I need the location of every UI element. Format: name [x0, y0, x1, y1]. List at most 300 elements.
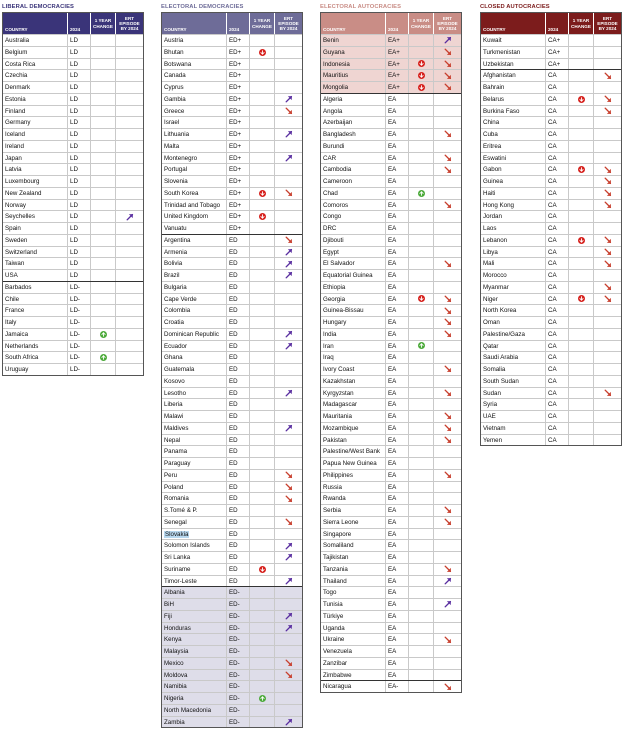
table-row-united-kingdom — [162, 210, 302, 222]
regime-2024: CA — [546, 94, 569, 105]
table-row-rwanda — [321, 492, 461, 504]
autocratization-arrow-icon — [604, 189, 612, 197]
country-label: Ecuador — [164, 342, 188, 350]
one-year-change — [409, 423, 434, 434]
one-year-change — [91, 223, 116, 234]
country-label: Sierra Leone — [323, 518, 359, 526]
country-label: BiH — [164, 601, 174, 608]
ert-episode — [275, 235, 302, 246]
ert-episode — [275, 341, 302, 352]
table-row-morocco — [481, 269, 621, 281]
regime-2024: CA — [546, 70, 569, 81]
country-label: Malaysia — [164, 648, 189, 655]
democratization-arrow-icon — [285, 542, 293, 550]
change-up-icon — [100, 354, 107, 361]
regime-2024: ED — [227, 305, 250, 316]
country-name — [162, 317, 227, 328]
table-row-malaysia — [162, 645, 302, 657]
one-year-change — [250, 82, 275, 93]
country-label: Zambia — [164, 718, 185, 726]
one-year-change — [409, 482, 434, 493]
regime-2024: ED — [227, 446, 250, 457]
regime-2024: LD — [68, 176, 91, 187]
table-row-afghanistan — [481, 69, 621, 81]
ert-episode — [116, 294, 143, 305]
one-year-change — [409, 282, 434, 293]
regime-2024: EA+ — [386, 47, 409, 58]
ert-episode — [594, 352, 621, 363]
country-name — [321, 341, 386, 352]
table-row-myanmar — [481, 281, 621, 293]
country-label: Tanzania — [323, 565, 348, 573]
regime-2024: ED+ — [227, 82, 250, 93]
country-name — [481, 341, 546, 352]
autocratization-arrow-icon — [285, 671, 293, 679]
regime-2024: CA — [546, 364, 569, 375]
one-year-change — [91, 329, 116, 340]
one-year-change — [409, 106, 434, 117]
regime-2024: ED- — [227, 634, 250, 645]
table-row-serbia — [321, 504, 461, 516]
table-row-papua-new-guinea — [321, 457, 461, 469]
regime-2024: EA — [386, 493, 409, 504]
table-row-vanuatu — [162, 222, 302, 234]
ert-episode — [275, 117, 302, 128]
country-label: Kuwait — [483, 37, 502, 44]
table-header — [321, 13, 461, 34]
country-label: Myanmar — [483, 283, 509, 291]
country-name — [162, 493, 227, 504]
one-year-change — [409, 235, 434, 246]
country-label: Zanzibar — [323, 659, 348, 667]
one-year-change — [250, 564, 275, 575]
table-row-botswana — [162, 58, 302, 70]
one-year-change — [569, 423, 594, 434]
table-row-namibia — [162, 680, 302, 692]
regime-2024: ED — [227, 258, 250, 269]
country-label: Oman — [483, 319, 500, 326]
ert-episode — [434, 317, 461, 328]
country-name — [321, 611, 386, 622]
country-name — [321, 376, 386, 387]
ert-episode — [434, 141, 461, 152]
regime-2024: EA — [386, 435, 409, 446]
table-row-iceland — [3, 128, 143, 140]
table-row-vietnam — [481, 422, 621, 434]
democratization-arrow-icon — [285, 624, 293, 632]
regime-2024: EA — [386, 141, 409, 152]
ert-episode — [275, 388, 302, 399]
regime-2024: ED — [227, 294, 250, 305]
ert-episode — [434, 540, 461, 551]
country-name — [321, 634, 386, 645]
regime-2024: EA — [386, 423, 409, 434]
ert-episode — [275, 176, 302, 187]
one-year-change — [91, 364, 116, 375]
header-episode: ERT EPISODE BY 2024 — [437, 15, 458, 32]
header-change: 1 YEAR CHANGE — [569, 13, 594, 34]
ert-episode — [434, 258, 461, 269]
country-label: Cyprus — [164, 84, 184, 91]
ert-episode — [275, 564, 302, 575]
country-label: Tajikistan — [323, 554, 349, 561]
country-name — [321, 552, 386, 563]
change-up-icon — [100, 331, 107, 338]
country-label: Austria — [164, 37, 184, 44]
ert-episode — [434, 117, 461, 128]
one-year-change — [91, 47, 116, 58]
ert-episode — [116, 129, 143, 140]
one-year-change — [569, 176, 594, 187]
regime-2024: LD — [68, 223, 91, 234]
one-year-change — [569, 317, 594, 328]
table-row-maldives — [162, 422, 302, 434]
regime-2024: EA — [386, 411, 409, 422]
autocratization-arrow-icon — [604, 107, 612, 115]
table-row-south-africa — [3, 351, 143, 363]
ert-episode — [434, 247, 461, 258]
country-name — [321, 141, 386, 152]
country-name — [321, 247, 386, 258]
table-row-nigeria — [162, 692, 302, 704]
table-row-yemen — [481, 434, 621, 446]
ert-episode — [275, 129, 302, 140]
regime-2024: EA — [386, 305, 409, 316]
table-row-libya — [481, 246, 621, 258]
ert-episode — [275, 294, 302, 305]
table-row-liberia — [162, 398, 302, 410]
ert-episode — [434, 399, 461, 410]
democratization-arrow-icon — [285, 248, 293, 256]
table-row-france — [3, 304, 143, 316]
country-name — [3, 341, 68, 352]
country-name — [162, 623, 227, 634]
country-label: DRC — [323, 225, 337, 232]
regime-2024: LD — [68, 94, 91, 105]
country-name — [321, 646, 386, 657]
country-name — [3, 153, 68, 164]
one-year-change — [250, 376, 275, 387]
country-label: Singapore — [323, 530, 352, 538]
country-name — [162, 435, 227, 446]
column-liberal-democracies — [2, 3, 144, 376]
one-year-change — [250, 341, 275, 352]
table-row-nepal — [162, 434, 302, 446]
one-year-change — [569, 200, 594, 211]
table-row-lesotho — [162, 387, 302, 399]
country-label: Greece — [164, 107, 185, 115]
ert-episode — [275, 35, 302, 46]
country-label: Eritrea — [483, 142, 502, 150]
country-name — [321, 670, 386, 681]
header-year: 2024 — [227, 13, 250, 34]
table-row-kazakhstan — [321, 375, 461, 387]
country-label: Haiti — [483, 189, 496, 197]
country-label: France — [5, 307, 25, 315]
table-row-brazil — [162, 269, 302, 281]
autocratization-arrow-icon — [285, 495, 293, 503]
regime-2024: ED- — [227, 670, 250, 681]
table-row-malawi — [162, 410, 302, 422]
country-name — [3, 176, 68, 187]
table-row-congo — [321, 210, 461, 222]
ert-episode — [116, 82, 143, 93]
regime-2024: ED+ — [227, 141, 250, 152]
table-row-venezuela — [321, 645, 461, 657]
country-name — [321, 517, 386, 528]
regime-2024: EA — [386, 106, 409, 117]
country-name — [3, 211, 68, 222]
country-label: Israel — [164, 119, 180, 127]
regime-2024: ED+ — [227, 223, 250, 234]
table-row-costa-rica — [3, 58, 143, 70]
one-year-change — [409, 458, 434, 469]
country-label: North Korea — [483, 307, 517, 315]
regime-2024: EA — [386, 164, 409, 175]
regime-2024: CA — [546, 294, 569, 305]
country-label: Honduras — [164, 624, 191, 632]
one-year-change — [569, 376, 594, 387]
country-label: Mexico — [164, 659, 184, 667]
country-label: Ireland — [5, 142, 24, 150]
table-row-iraq — [321, 351, 461, 363]
country-label: Nigeria — [164, 695, 184, 702]
regime-2024: LD- — [68, 282, 91, 293]
regime-2024: LD — [68, 258, 91, 269]
country-label: Saudi Arabia — [483, 354, 519, 362]
country-name — [162, 634, 227, 645]
autocratization-arrow-icon — [444, 166, 452, 174]
regime-2024: EA — [386, 282, 409, 293]
country-name — [3, 258, 68, 269]
table-row-gambia — [162, 93, 302, 105]
one-year-change — [250, 329, 275, 340]
one-year-change — [250, 294, 275, 305]
one-year-change — [409, 188, 434, 199]
regime-2024: CA — [546, 341, 569, 352]
table-row-ghana — [162, 351, 302, 363]
table-row-trinidad-and-tobago — [162, 199, 302, 211]
country-name — [481, 211, 546, 222]
table-row-uruguay — [3, 363, 143, 375]
country-name — [321, 47, 386, 58]
democratization-arrow-icon — [285, 342, 293, 350]
democratization-arrow-icon — [285, 271, 293, 279]
ert-episode — [434, 329, 461, 340]
autocratization-arrow-icon — [444, 307, 452, 315]
table-row-north-macedonia — [162, 704, 302, 716]
table-row-zambia — [162, 716, 302, 728]
regime-2024: EA — [386, 576, 409, 587]
one-year-change — [569, 235, 594, 246]
country-name — [321, 587, 386, 598]
country-label: Somaliland — [323, 542, 354, 550]
regime-2024: LD — [68, 200, 91, 211]
ert-episode — [594, 294, 621, 305]
ert-episode — [434, 423, 461, 434]
country-name — [321, 623, 386, 634]
ert-episode — [275, 458, 302, 469]
ert-episode — [275, 200, 302, 211]
ert-episode — [116, 341, 143, 352]
regime-2024: LD — [68, 106, 91, 117]
one-year-change — [409, 446, 434, 457]
table-row-tajikistan — [321, 551, 461, 563]
one-year-change — [569, 59, 594, 70]
regime-2024: CA — [546, 376, 569, 387]
ert-episode — [275, 470, 302, 481]
table-row-uzbekistan — [481, 58, 621, 70]
one-year-change — [409, 329, 434, 340]
ert-episode — [594, 399, 621, 410]
one-year-change — [250, 258, 275, 269]
country-label: Gambia — [164, 95, 186, 103]
country-label: Italy — [5, 319, 17, 326]
regime-2024: LD — [68, 141, 91, 152]
one-year-change — [91, 270, 116, 281]
one-year-change — [409, 294, 434, 305]
one-year-change — [409, 70, 434, 81]
one-year-change — [91, 247, 116, 258]
regime-2024: ED- — [227, 658, 250, 669]
country-name — [321, 82, 386, 93]
table-row-chad — [321, 187, 461, 199]
table-row-benin — [321, 34, 461, 46]
regime-2024: CA — [546, 411, 569, 422]
ert-episode — [434, 364, 461, 375]
autocratization-arrow-icon — [444, 295, 452, 303]
table-row-bahrain — [481, 81, 621, 93]
country-name — [162, 305, 227, 316]
regime-2024: ED — [227, 399, 250, 410]
country-label: Colombia — [164, 307, 191, 315]
one-year-change — [569, 223, 594, 234]
table-row-czechia — [3, 69, 143, 81]
one-year-change — [250, 247, 275, 258]
country-name — [162, 388, 227, 399]
regime-2024: EA — [386, 223, 409, 234]
one-year-change — [409, 540, 434, 551]
ert-episode — [434, 458, 461, 469]
table-row-belgium — [3, 46, 143, 58]
country-label: Georgia — [323, 295, 346, 303]
one-year-change — [250, 106, 275, 117]
column-title: LIBERAL DEMOCRACIES — [2, 4, 75, 10]
country-name — [321, 493, 386, 504]
country-name — [481, 176, 546, 187]
country-label: Eswatini — [483, 154, 507, 162]
table-header — [3, 13, 143, 34]
autocratization-arrow-icon — [444, 260, 452, 268]
autocratization-arrow-icon — [444, 518, 452, 526]
ert-episode — [594, 141, 621, 152]
country-label: Uruguay — [5, 366, 29, 373]
table-row-eritrea — [481, 140, 621, 152]
one-year-change — [250, 223, 275, 234]
country-name — [162, 576, 227, 587]
country-name — [321, 317, 386, 328]
regime-2024: EA — [386, 564, 409, 575]
ert-episode — [434, 376, 461, 387]
one-year-change — [409, 141, 434, 152]
one-year-change — [409, 681, 434, 692]
table-row-senegal — [162, 516, 302, 528]
ert-episode — [434, 411, 461, 422]
table-row-equatorial-guinea — [321, 269, 461, 281]
regime-2024: ED — [227, 482, 250, 493]
ert-episode — [275, 623, 302, 634]
one-year-change — [409, 317, 434, 328]
autocratization-arrow-icon — [604, 389, 612, 397]
one-year-change — [250, 587, 275, 598]
ert-episode — [594, 305, 621, 316]
table-row-guatemala — [162, 363, 302, 375]
country-name — [481, 59, 546, 70]
country-name — [481, 200, 546, 211]
one-year-change — [250, 446, 275, 457]
country-label: Malawi — [164, 413, 184, 420]
country-name — [481, 82, 546, 93]
ert-episode — [434, 106, 461, 117]
ert-episode — [434, 70, 461, 81]
country-label: New Zealand — [5, 189, 42, 197]
one-year-change — [91, 258, 116, 269]
ert-episode — [116, 305, 143, 316]
table-row-somalia — [481, 363, 621, 375]
country-label: Uganda — [323, 624, 345, 632]
country-label: Kazakhstan — [323, 377, 356, 385]
autocratization-arrow-icon — [444, 683, 452, 691]
table-row-greece — [162, 105, 302, 117]
ert-episode — [275, 482, 302, 493]
country-name — [162, 223, 227, 234]
one-year-change — [409, 564, 434, 575]
regime-2024: ED — [227, 458, 250, 469]
country-name — [481, 411, 546, 422]
country-label: Liberia — [164, 401, 183, 409]
country-label: Serbia — [323, 507, 341, 514]
country-name — [3, 117, 68, 128]
democratization-arrow-icon — [285, 612, 293, 620]
one-year-change — [409, 634, 434, 645]
regime-2024: LD — [68, 235, 91, 246]
ert-episode — [594, 70, 621, 81]
country-name — [3, 223, 68, 234]
democratization-arrow-icon — [285, 154, 293, 162]
table-row-bolivia — [162, 257, 302, 269]
country-label: Guyana — [323, 48, 345, 56]
country-label: Switzerland — [5, 248, 37, 256]
table-row-niger — [481, 293, 621, 305]
table-row-japan — [3, 152, 143, 164]
ert-episode — [116, 258, 143, 269]
regime-2024: EA — [386, 634, 409, 645]
regime-2024: ED- — [227, 681, 250, 692]
country-label: CAR — [323, 154, 337, 162]
ert-episode — [434, 623, 461, 634]
ert-episode — [434, 599, 461, 610]
ert-episode — [275, 352, 302, 363]
one-year-change — [91, 153, 116, 164]
table-row-south-korea — [162, 187, 302, 199]
ert-episode — [434, 658, 461, 669]
regime-2024: LD — [68, 59, 91, 70]
regime-2024: EA — [386, 258, 409, 269]
country-name — [321, 282, 386, 293]
country-label: Barbados — [5, 283, 32, 291]
one-year-change — [250, 646, 275, 657]
one-year-change — [569, 435, 594, 446]
